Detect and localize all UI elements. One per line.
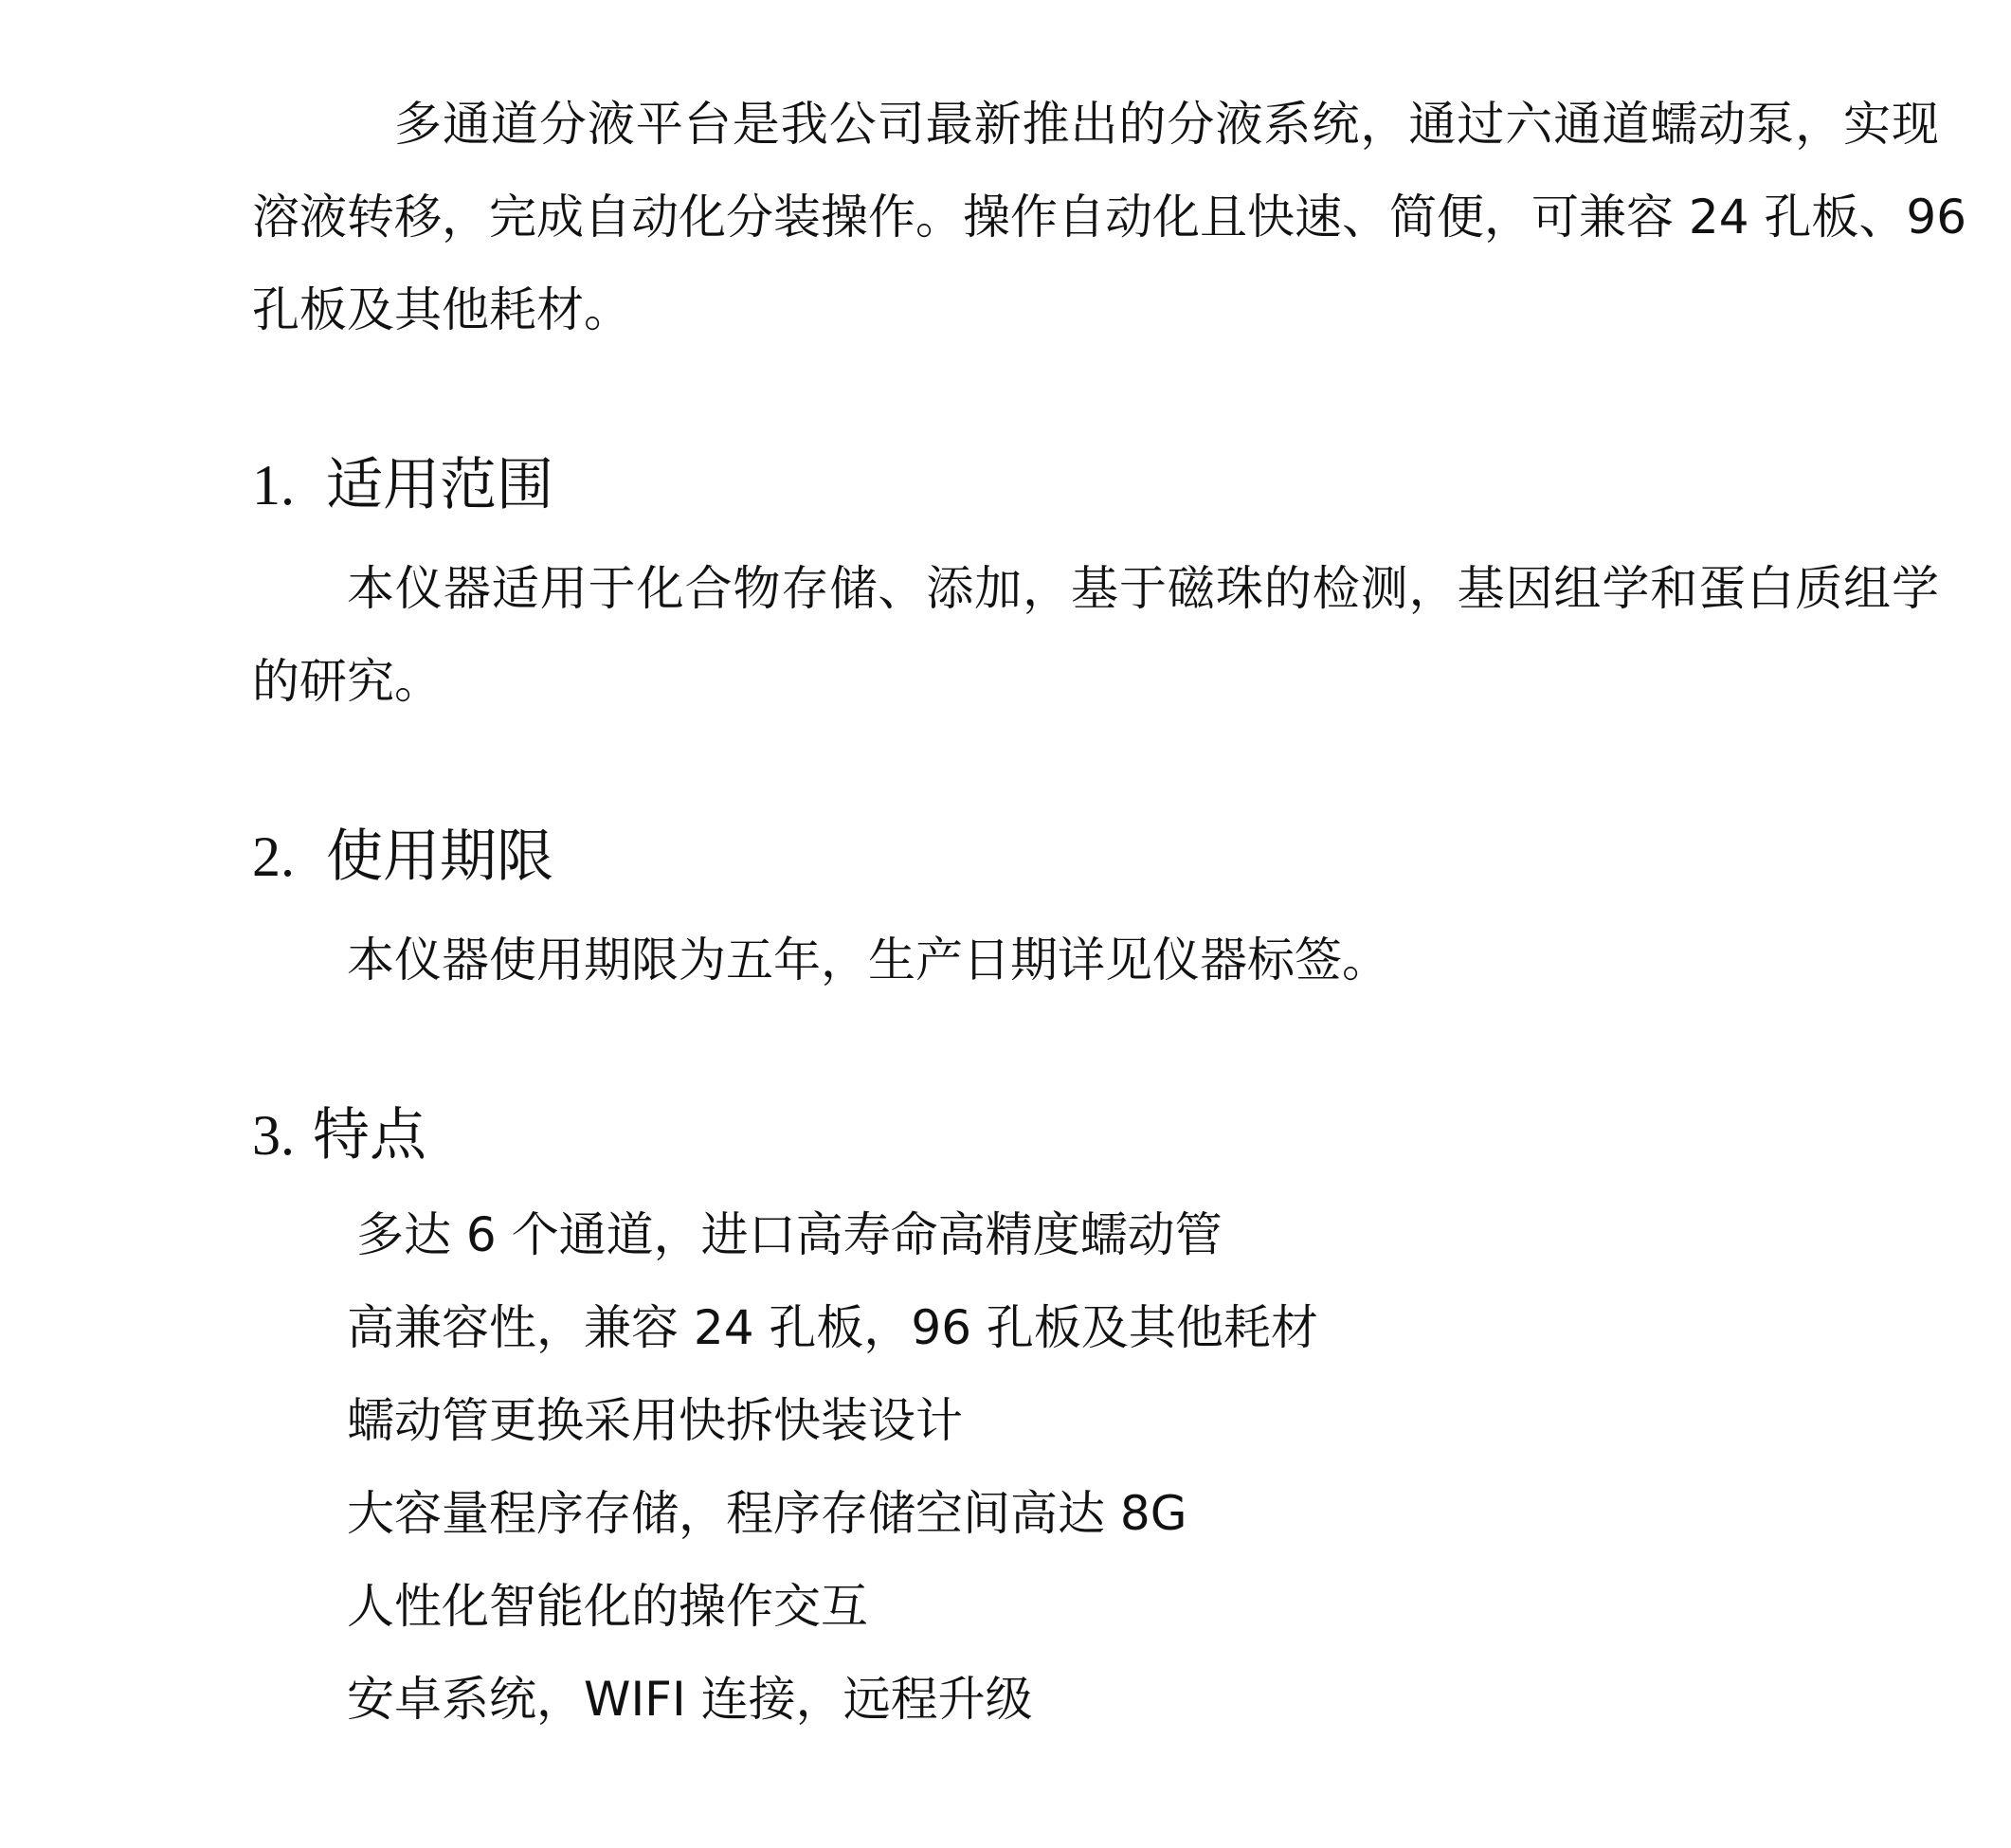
section-heading-features [252, 1097, 426, 1173]
section-title: 使用期限 [326, 824, 553, 890]
feature-item: 大容量程序存储，程序存储空间高达 8G [347, 1486, 1187, 1541]
feature-item: 蠕动管更换采用快拆快装设计 [347, 1393, 963, 1448]
scope-line-2: 的研究。 [252, 654, 442, 709]
section-heading-service-life [252, 819, 553, 895]
scope-line-1: 本仪器适用于化合物存储、添加，基于磁珠的检测，基因组学和蛋白质组学 [347, 561, 1939, 616]
section-number: 2. [252, 825, 295, 888]
feature-item: 高兼容性，兼容 24 孔板，96 孔板及其他耗材 [347, 1300, 1318, 1355]
feature-item: 多达 6 个通道，进口高寿命高精度蠕动管 [356, 1207, 1223, 1262]
service-life-line-1: 本仪器使用期限为五年，生产日期详见仪器标签。 [347, 933, 1389, 987]
feature-item: 人性化智能化的操作交互 [347, 1579, 868, 1634]
section-number: 1. [252, 454, 295, 516]
section-title: 适用范围 [326, 452, 553, 518]
intro-line-1: 多通道分液平台是我公司最新推出的分液系统，通过六通道蠕动泵，实现 [394, 97, 1939, 152]
section-heading-scope [252, 447, 553, 523]
feature-list [347, 1188, 1318, 1746]
intro-line-2: 溶液转移，完成自动化分装操作。操作自动化且快速、简便，可兼容 24 孔板、96 [252, 190, 1967, 245]
feature-item: 安卓系统，WIFI 连接，远程升级 [347, 1672, 1033, 1727]
section-body-scope [252, 542, 1939, 728]
intro-paragraph [252, 78, 1967, 356]
section-number: 3. [252, 1104, 295, 1167]
intro-line-3: 孔板及其他耗材。 [252, 282, 631, 337]
section-title: 特点 [313, 1102, 426, 1169]
section-body-service-life [252, 914, 1939, 1006]
